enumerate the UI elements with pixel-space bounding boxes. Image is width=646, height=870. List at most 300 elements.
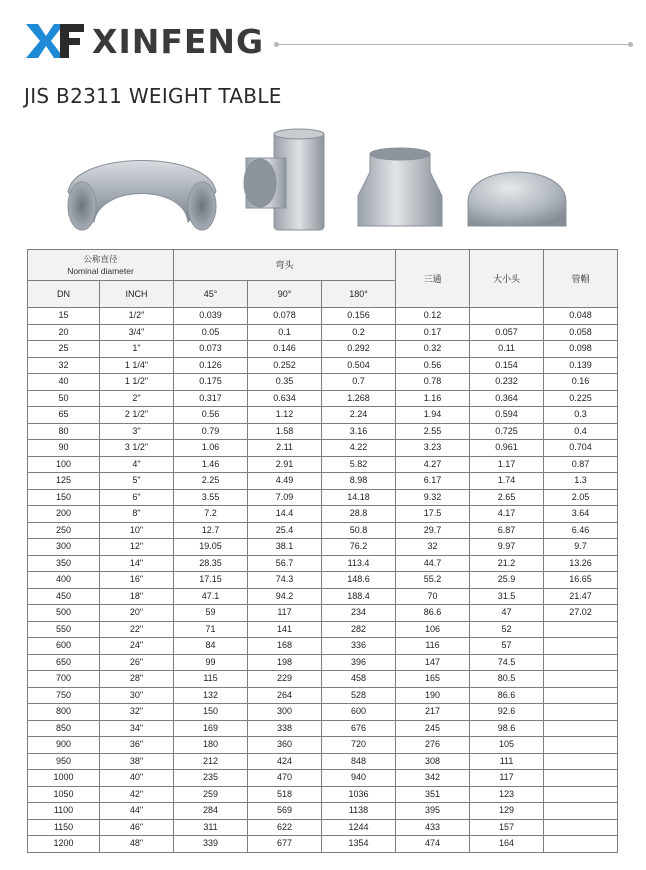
cell-90: 360 <box>248 737 322 754</box>
cell-tee: 106 <box>396 621 470 638</box>
cell-dn: 450 <box>28 588 100 605</box>
cell-reducer: 86.6 <box>470 687 544 704</box>
cell-90: 25.4 <box>248 522 322 539</box>
cell-reducer: 47 <box>470 605 544 622</box>
cell-tee: 3.23 <box>396 440 470 457</box>
product-images <box>56 124 596 236</box>
cell-cap <box>544 753 618 770</box>
cell-dn: 20 <box>28 324 100 341</box>
cell-dn: 1050 <box>28 786 100 803</box>
cell-90: 424 <box>248 753 322 770</box>
cell-45: 84 <box>174 638 248 655</box>
cell-inch: 1" <box>100 341 174 358</box>
cell-180: 0.504 <box>322 357 396 374</box>
cell-tee: 351 <box>396 786 470 803</box>
cell-180: 0.156 <box>322 308 396 325</box>
cell-tee: 4.27 <box>396 456 470 473</box>
cell-reducer: 21.2 <box>470 555 544 572</box>
cell-dn: 90 <box>28 440 100 457</box>
cell-reducer: 123 <box>470 786 544 803</box>
cell-inch: 44" <box>100 803 174 820</box>
table-row <box>28 357 618 374</box>
cell-180: 234 <box>322 605 396 622</box>
cell-90: 7.09 <box>248 489 322 506</box>
cell-90: 338 <box>248 720 322 737</box>
cell-90: 141 <box>248 621 322 638</box>
weight-table <box>27 249 618 853</box>
cell-tee: 217 <box>396 704 470 721</box>
cell-180: 848 <box>322 753 396 770</box>
table-row <box>28 341 618 358</box>
cell-inch: 46" <box>100 819 174 836</box>
cell-tee: 190 <box>396 687 470 704</box>
cell-reducer: 98.6 <box>470 720 544 737</box>
cell-cap: 2.05 <box>544 489 618 506</box>
cell-180: 5.82 <box>322 456 396 473</box>
table-row <box>28 836 618 853</box>
table-row <box>28 737 618 754</box>
cell-inch: 34" <box>100 720 174 737</box>
cell-180: 676 <box>322 720 396 737</box>
cell-180: 458 <box>322 671 396 688</box>
header-180: 180° <box>322 281 396 308</box>
cell-90: 2.11 <box>248 440 322 457</box>
cell-cap: 9.7 <box>544 539 618 556</box>
cell-inch: 5" <box>100 473 174 490</box>
cell-45: 284 <box>174 803 248 820</box>
table-row <box>28 687 618 704</box>
cell-cap: 0.058 <box>544 324 618 341</box>
cell-45: 0.317 <box>174 390 248 407</box>
cell-180: 188.4 <box>322 588 396 605</box>
cell-dn: 900 <box>28 737 100 754</box>
header-elbow: 弯头 <box>174 250 396 281</box>
cell-45: 180 <box>174 737 248 754</box>
cell-reducer: 157 <box>470 819 544 836</box>
cell-45: 71 <box>174 621 248 638</box>
cell-180: 600 <box>322 704 396 721</box>
cell-cap <box>544 621 618 638</box>
cell-dn: 350 <box>28 555 100 572</box>
cell-cap: 0.704 <box>544 440 618 457</box>
cell-reducer: 31.5 <box>470 588 544 605</box>
cell-tee: 474 <box>396 836 470 853</box>
header-rule-dot-right <box>628 42 633 47</box>
cell-90: 2.91 <box>248 456 322 473</box>
cell-45: 7.2 <box>174 506 248 523</box>
cell-180: 148.6 <box>322 572 396 589</box>
cell-inch: 1 1/2" <box>100 374 174 391</box>
table-row <box>28 456 618 473</box>
cell-reducer: 164 <box>470 836 544 853</box>
cell-90: 0.1 <box>248 324 322 341</box>
cell-180: 282 <box>322 621 396 638</box>
cell-90: 168 <box>248 638 322 655</box>
cell-180: 0.292 <box>322 341 396 358</box>
cell-inch: 4" <box>100 456 174 473</box>
cell-dn: 950 <box>28 753 100 770</box>
cell-inch: 28" <box>100 671 174 688</box>
cell-45: 19.05 <box>174 539 248 556</box>
cell-cap: 0.139 <box>544 357 618 374</box>
table-row <box>28 390 618 407</box>
cell-inch: 30" <box>100 687 174 704</box>
cell-dn: 1200 <box>28 836 100 853</box>
table-row <box>28 324 618 341</box>
cell-tee: 9.32 <box>396 489 470 506</box>
cell-inch: 18" <box>100 588 174 605</box>
cell-tee: 342 <box>396 770 470 787</box>
cell-cap: 0.4 <box>544 423 618 440</box>
table-row <box>28 489 618 506</box>
cell-inch: 1/2" <box>100 308 174 325</box>
cell-inch: 26" <box>100 654 174 671</box>
cell-90: 622 <box>248 819 322 836</box>
cell-inch: 38" <box>100 753 174 770</box>
page-title: JIS B2311 WEIGHT TABLE <box>24 84 282 108</box>
table-row <box>28 308 618 325</box>
cell-dn: 600 <box>28 638 100 655</box>
cell-180: 76.2 <box>322 539 396 556</box>
cell-reducer: 80.5 <box>470 671 544 688</box>
cell-45: 1.46 <box>174 456 248 473</box>
cell-inch: 36" <box>100 737 174 754</box>
cell-cap: 0.87 <box>544 456 618 473</box>
table-row <box>28 555 618 572</box>
table-row <box>28 819 618 836</box>
cell-inch: 2" <box>100 390 174 407</box>
cell-dn: 100 <box>28 456 100 473</box>
cell-90: 0.078 <box>248 308 322 325</box>
cell-cap <box>544 737 618 754</box>
cell-dn: 25 <box>28 341 100 358</box>
cell-90: 74.3 <box>248 572 322 589</box>
cell-dn: 550 <box>28 621 100 638</box>
cell-45: 235 <box>174 770 248 787</box>
cell-45: 59 <box>174 605 248 622</box>
cell-cap: 21.47 <box>544 588 618 605</box>
cell-reducer: 0.725 <box>470 423 544 440</box>
cell-180: 1036 <box>322 786 396 803</box>
header-reducer: 大小头 <box>470 250 544 308</box>
cell-45: 0.05 <box>174 324 248 341</box>
table-row <box>28 588 618 605</box>
cell-reducer: 2.65 <box>470 489 544 506</box>
cell-45: 0.175 <box>174 374 248 391</box>
tee-icon <box>242 128 328 236</box>
cell-inch: 16" <box>100 572 174 589</box>
cell-tee: 29.7 <box>396 522 470 539</box>
cell-dn: 200 <box>28 506 100 523</box>
cell-45: 311 <box>174 819 248 836</box>
cell-inch: 14" <box>100 555 174 572</box>
cell-tee: 17.5 <box>396 506 470 523</box>
cell-45: 169 <box>174 720 248 737</box>
header <box>24 20 624 68</box>
table-row <box>28 605 618 622</box>
cell-180: 0.2 <box>322 324 396 341</box>
cell-90: 0.634 <box>248 390 322 407</box>
cell-inch: 48" <box>100 836 174 853</box>
cell-dn: 1150 <box>28 819 100 836</box>
cell-dn: 65 <box>28 407 100 424</box>
cell-90: 300 <box>248 704 322 721</box>
elbow-icon <box>64 140 220 232</box>
cell-cap: 0.048 <box>544 308 618 325</box>
cell-cap <box>544 836 618 853</box>
cell-180: 396 <box>322 654 396 671</box>
cell-dn: 300 <box>28 539 100 556</box>
cell-reducer: 111 <box>470 753 544 770</box>
table-row <box>28 539 618 556</box>
brand-name: XINFENG <box>92 22 265 61</box>
cell-180: 1138 <box>322 803 396 820</box>
cell-reducer: 52 <box>470 621 544 638</box>
cell-90: 198 <box>248 654 322 671</box>
cell-tee: 308 <box>396 753 470 770</box>
cell-45: 0.126 <box>174 357 248 374</box>
cell-cap <box>544 638 618 655</box>
cell-90: 569 <box>248 803 322 820</box>
cell-reducer: 57 <box>470 638 544 655</box>
table-row <box>28 506 618 523</box>
cell-dn: 125 <box>28 473 100 490</box>
cell-tee: 6.17 <box>396 473 470 490</box>
cell-inch: 3 1/2" <box>100 440 174 457</box>
cell-90: 677 <box>248 836 322 853</box>
cell-90: 229 <box>248 671 322 688</box>
cell-90: 14.4 <box>248 506 322 523</box>
cell-45: 339 <box>174 836 248 853</box>
cell-180: 50.8 <box>322 522 396 539</box>
table-row <box>28 572 618 589</box>
cell-90: 470 <box>248 770 322 787</box>
cell-tee: 395 <box>396 803 470 820</box>
cell-tee: 44.7 <box>396 555 470 572</box>
cell-inch: 10" <box>100 522 174 539</box>
cell-45: 2.25 <box>174 473 248 490</box>
cell-180: 1354 <box>322 836 396 853</box>
cell-tee: 1.16 <box>396 390 470 407</box>
header-45: 45° <box>174 281 248 308</box>
cell-45: 0.56 <box>174 407 248 424</box>
table-row <box>28 621 618 638</box>
cell-90: 56.7 <box>248 555 322 572</box>
cell-reducer: 0.594 <box>470 407 544 424</box>
cell-45: 1.06 <box>174 440 248 457</box>
cell-dn: 1100 <box>28 803 100 820</box>
weight-table-body <box>28 308 618 853</box>
cell-reducer: 1.17 <box>470 456 544 473</box>
cell-cap <box>544 654 618 671</box>
cell-180: 28.8 <box>322 506 396 523</box>
cell-reducer: 0.057 <box>470 324 544 341</box>
cell-180: 0.7 <box>322 374 396 391</box>
table-row <box>28 704 618 721</box>
header-nominal-en: Nominal diameter <box>67 266 134 276</box>
table-row <box>28 671 618 688</box>
cell-cap: 0.098 <box>544 341 618 358</box>
cell-dn: 400 <box>28 572 100 589</box>
cell-180: 4.22 <box>322 440 396 457</box>
cell-inch: 12" <box>100 539 174 556</box>
cell-90: 518 <box>248 786 322 803</box>
cell-dn: 150 <box>28 489 100 506</box>
cell-dn: 850 <box>28 720 100 737</box>
table-row <box>28 638 618 655</box>
cell-tee: 433 <box>396 819 470 836</box>
table-row <box>28 522 618 539</box>
cell-cap <box>544 786 618 803</box>
cell-tee: 165 <box>396 671 470 688</box>
header-nominal-diameter <box>28 250 174 281</box>
cell-cap <box>544 704 618 721</box>
cell-cap: 6.46 <box>544 522 618 539</box>
cell-cap: 16.65 <box>544 572 618 589</box>
cell-dn: 500 <box>28 605 100 622</box>
header-90: 90° <box>248 281 322 308</box>
cell-dn: 32 <box>28 357 100 374</box>
cell-180: 720 <box>322 737 396 754</box>
cell-reducer: 0.11 <box>470 341 544 358</box>
cell-45: 0.073 <box>174 341 248 358</box>
cell-tee: 0.78 <box>396 374 470 391</box>
header-nominal-cn: 公称直径 <box>83 254 118 264</box>
cell-cap: 0.16 <box>544 374 618 391</box>
cell-tee: 32 <box>396 539 470 556</box>
cell-45: 212 <box>174 753 248 770</box>
cell-reducer: 0.154 <box>470 357 544 374</box>
cell-dn: 250 <box>28 522 100 539</box>
cell-inch: 22" <box>100 621 174 638</box>
cell-dn: 80 <box>28 423 100 440</box>
cell-cap <box>544 687 618 704</box>
cell-inch: 32" <box>100 704 174 721</box>
cell-inch: 3" <box>100 423 174 440</box>
cell-180: 3.16 <box>322 423 396 440</box>
cell-tee: 0.17 <box>396 324 470 341</box>
cell-180: 1244 <box>322 819 396 836</box>
cell-180: 528 <box>322 687 396 704</box>
header-cap: 管帽 <box>544 250 618 308</box>
cell-reducer: 0.961 <box>470 440 544 457</box>
cell-inch: 40" <box>100 770 174 787</box>
cell-cap: 0.3 <box>544 407 618 424</box>
cell-reducer <box>470 308 544 325</box>
cell-90: 4.49 <box>248 473 322 490</box>
cell-90: 117 <box>248 605 322 622</box>
header-divider <box>278 44 632 45</box>
cell-45: 12.7 <box>174 522 248 539</box>
cell-45: 132 <box>174 687 248 704</box>
cell-cap <box>544 720 618 737</box>
cell-tee: 86.6 <box>396 605 470 622</box>
cell-45: 47.1 <box>174 588 248 605</box>
cell-45: 150 <box>174 704 248 721</box>
cell-dn: 1000 <box>28 770 100 787</box>
cell-tee: 245 <box>396 720 470 737</box>
cell-tee: 276 <box>396 737 470 754</box>
cell-tee: 116 <box>396 638 470 655</box>
table-row <box>28 753 618 770</box>
table-row <box>28 803 618 820</box>
cell-dn: 800 <box>28 704 100 721</box>
cell-45: 3.55 <box>174 489 248 506</box>
cell-reducer: 9.97 <box>470 539 544 556</box>
cell-180: 113.4 <box>322 555 396 572</box>
cell-180: 8.98 <box>322 473 396 490</box>
cap-icon <box>464 148 570 228</box>
cell-reducer: 0.364 <box>470 390 544 407</box>
cell-cap: 3.64 <box>544 506 618 523</box>
cell-cap: 27.02 <box>544 605 618 622</box>
cell-cap: 13.26 <box>544 555 618 572</box>
cell-inch: 3/4" <box>100 324 174 341</box>
cell-tee: 1.94 <box>396 407 470 424</box>
cell-reducer: 129 <box>470 803 544 820</box>
cell-cap: 1.3 <box>544 473 618 490</box>
cell-45: 0.79 <box>174 423 248 440</box>
cell-tee: 2.55 <box>396 423 470 440</box>
cell-tee: 0.56 <box>396 357 470 374</box>
header-dn: DN <box>28 281 100 308</box>
table-row <box>28 654 618 671</box>
table-row <box>28 770 618 787</box>
cell-45: 99 <box>174 654 248 671</box>
cell-cap <box>544 671 618 688</box>
cell-dn: 50 <box>28 390 100 407</box>
cell-inch: 1 1/4" <box>100 357 174 374</box>
cell-dn: 15 <box>28 308 100 325</box>
cell-90: 38.1 <box>248 539 322 556</box>
cell-180: 14.18 <box>322 489 396 506</box>
cell-180: 336 <box>322 638 396 655</box>
cell-tee: 70 <box>396 588 470 605</box>
reducer-icon <box>356 144 444 232</box>
cell-inch: 8" <box>100 506 174 523</box>
cell-180: 940 <box>322 770 396 787</box>
cell-inch: 6" <box>100 489 174 506</box>
cell-dn: 650 <box>28 654 100 671</box>
cell-45: 115 <box>174 671 248 688</box>
cell-reducer: 4.17 <box>470 506 544 523</box>
cell-45: 259 <box>174 786 248 803</box>
cell-cap: 0.225 <box>544 390 618 407</box>
cell-dn: 700 <box>28 671 100 688</box>
cell-reducer: 92.6 <box>470 704 544 721</box>
cell-reducer: 105 <box>470 737 544 754</box>
cell-inch: 42" <box>100 786 174 803</box>
cell-tee: 0.32 <box>396 341 470 358</box>
table-row <box>28 423 618 440</box>
cell-tee: 55.2 <box>396 572 470 589</box>
table-row <box>28 720 618 737</box>
table-row <box>28 440 618 457</box>
cell-45: 0.039 <box>174 308 248 325</box>
cell-inch: 24" <box>100 638 174 655</box>
cell-180: 2.24 <box>322 407 396 424</box>
cell-reducer: 25.9 <box>470 572 544 589</box>
cell-inch: 20" <box>100 605 174 622</box>
cell-dn: 750 <box>28 687 100 704</box>
cell-inch: 2 1/2" <box>100 407 174 424</box>
cell-90: 264 <box>248 687 322 704</box>
cell-cap <box>544 819 618 836</box>
xinfeng-logo-icon <box>24 20 86 60</box>
cell-reducer: 117 <box>470 770 544 787</box>
cell-90: 1.12 <box>248 407 322 424</box>
table-row <box>28 473 618 490</box>
